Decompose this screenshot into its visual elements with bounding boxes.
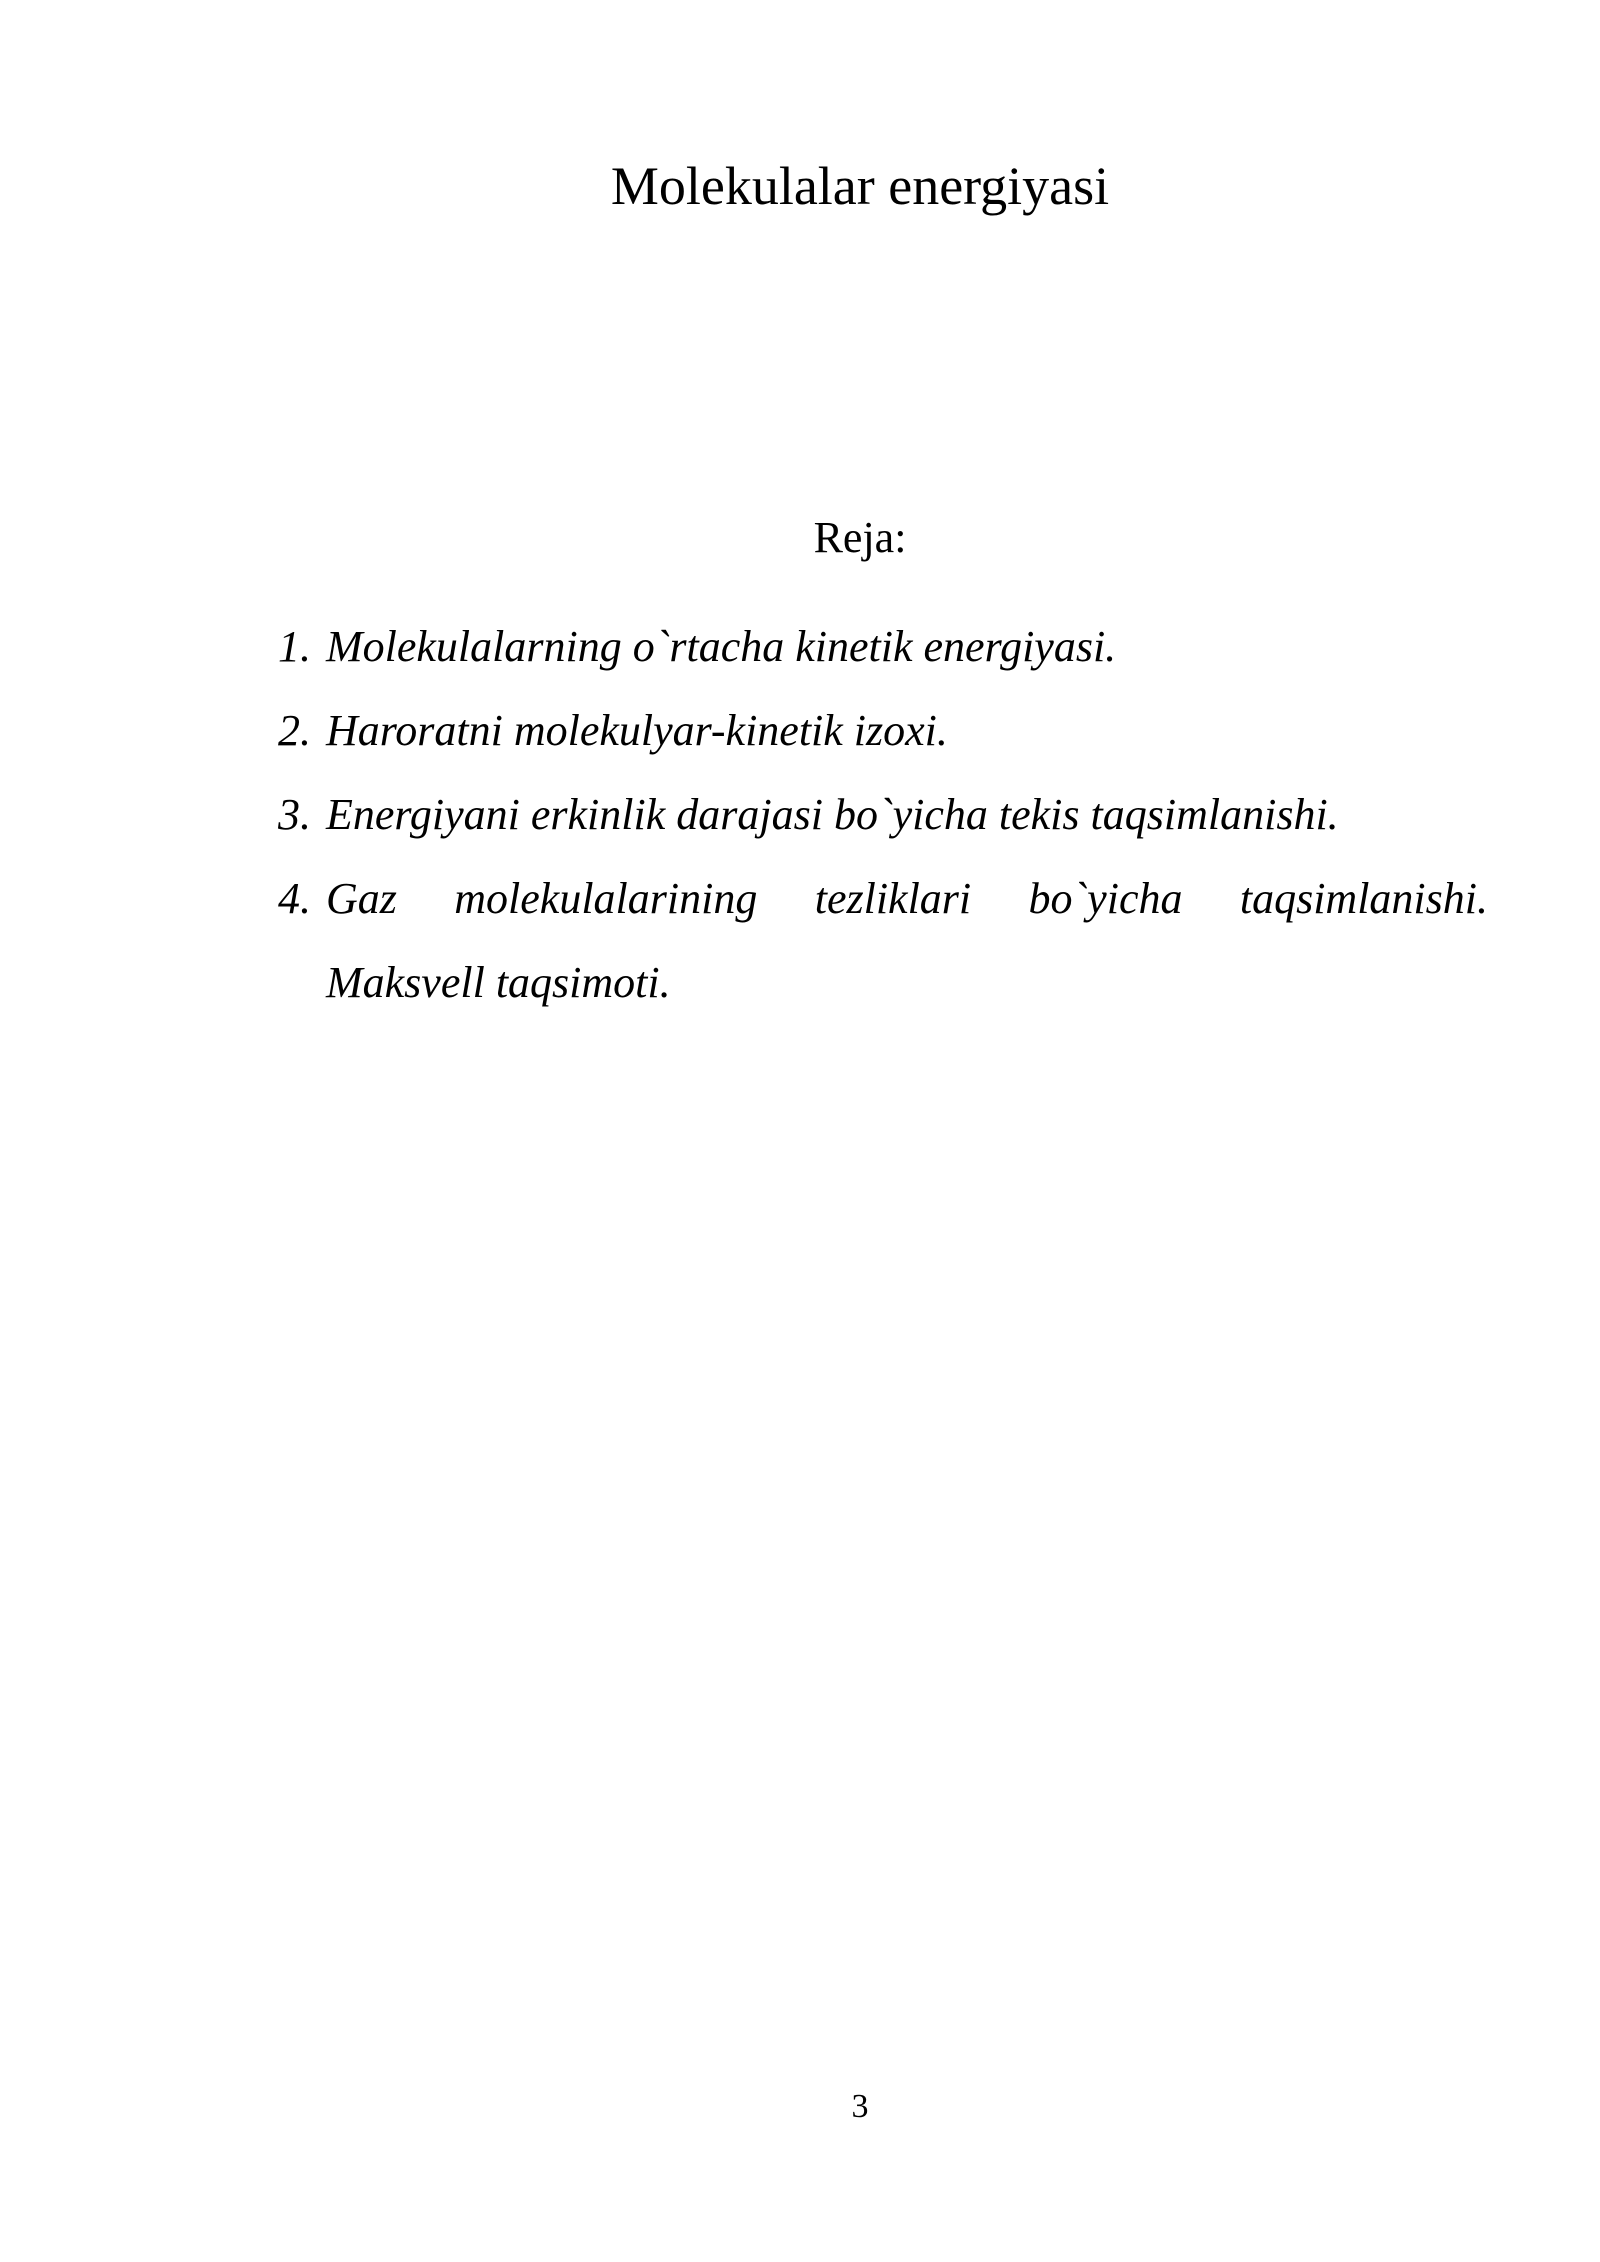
list-item-text-line: Gaz molekulalarining tezliklari bo`yicha taqsimlanishi. [326,874,1488,923]
list-item-text-line: Maksvell taqsimoti. [326,958,671,1007]
list-item-number: 4. [278,874,311,923]
page-number: 3 [851,2088,869,2125]
plan-heading: Reja: [813,513,907,562]
list-item [278,689,1488,773]
list-item-text: Haroratni molekulyar-kinetik izoxi. [326,706,948,755]
list-item [278,773,1488,857]
list-item [278,857,1488,1025]
list-item-text [326,857,1488,1025]
list-item-text: Energiyani erkinlik darajasi bo`yicha tekis taqsimlanishi. [326,790,1339,839]
list-item-number: 2. [278,706,311,755]
list-item [278,605,1488,689]
plan-list [278,605,1488,1025]
page-title: Molekulalar energiyasi [610,156,1110,216]
list-item-number: 3. [278,790,311,839]
list-item-number: 1. [278,622,311,671]
list-item-text: Molekulalarning o`rtacha kinetik energiyasi. [326,622,1117,671]
